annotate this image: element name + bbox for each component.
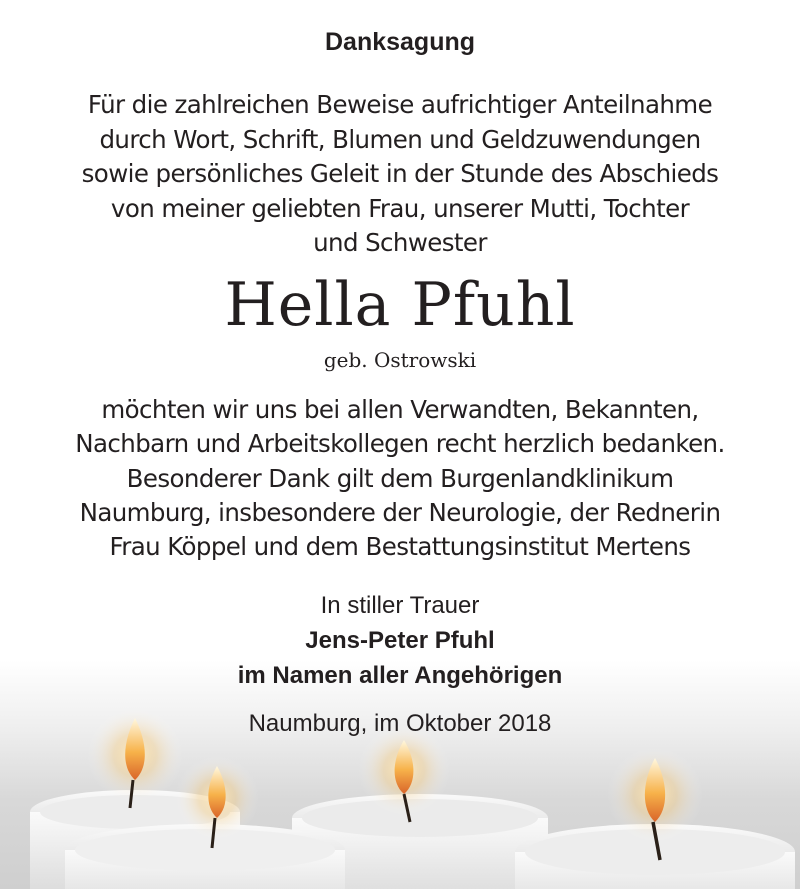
intro-line: Für die zahlreichen Beweise aufrichtiger Anteilnahme bbox=[87, 90, 713, 119]
thanks-line: möchten wir uns bei allen Verwandten, Bekannten, bbox=[101, 395, 699, 424]
thanks-text bbox=[0, 393, 800, 564]
deceased-name: Hella Pfuhl bbox=[224, 270, 576, 340]
intro-line: von meiner geliebten Frau, unserer Mutti, Tochter bbox=[110, 193, 690, 223]
intro-line: sowie persönliches Geleit in der Stunde des Abschieds bbox=[81, 159, 719, 188]
heading: Danksagung bbox=[324, 28, 476, 56]
signatory: Jens-Peter Pfuhl bbox=[305, 627, 495, 654]
mourning-phrase: In stiller Trauer bbox=[320, 592, 480, 619]
on-behalf-line: im Namen aller Angehörigen bbox=[237, 662, 563, 689]
intro-line: durch Wort, Schrift, Blumen und Geldzuwendungen bbox=[99, 124, 701, 154]
intro-text bbox=[0, 88, 800, 261]
thanks-line: Besonderer Dank gilt dem Burgenlandklinikum bbox=[126, 463, 674, 493]
thanks-line: Frau Köppel und dem Bestattungsinstitut Mertens bbox=[109, 532, 691, 562]
place-date: Naumburg, im Oktober 2018 bbox=[248, 710, 552, 737]
mourning-block bbox=[0, 588, 800, 693]
thanks-line: Nachbarn und Arbeitskollegen recht herzlich bedanken. bbox=[75, 429, 725, 459]
birth-name: geb. Ostrowski bbox=[323, 348, 477, 372]
thanks-line: Naumburg, insbesondere der Neurologie, der Rednerin bbox=[79, 497, 721, 527]
intro-line: und Schwester bbox=[313, 228, 487, 257]
